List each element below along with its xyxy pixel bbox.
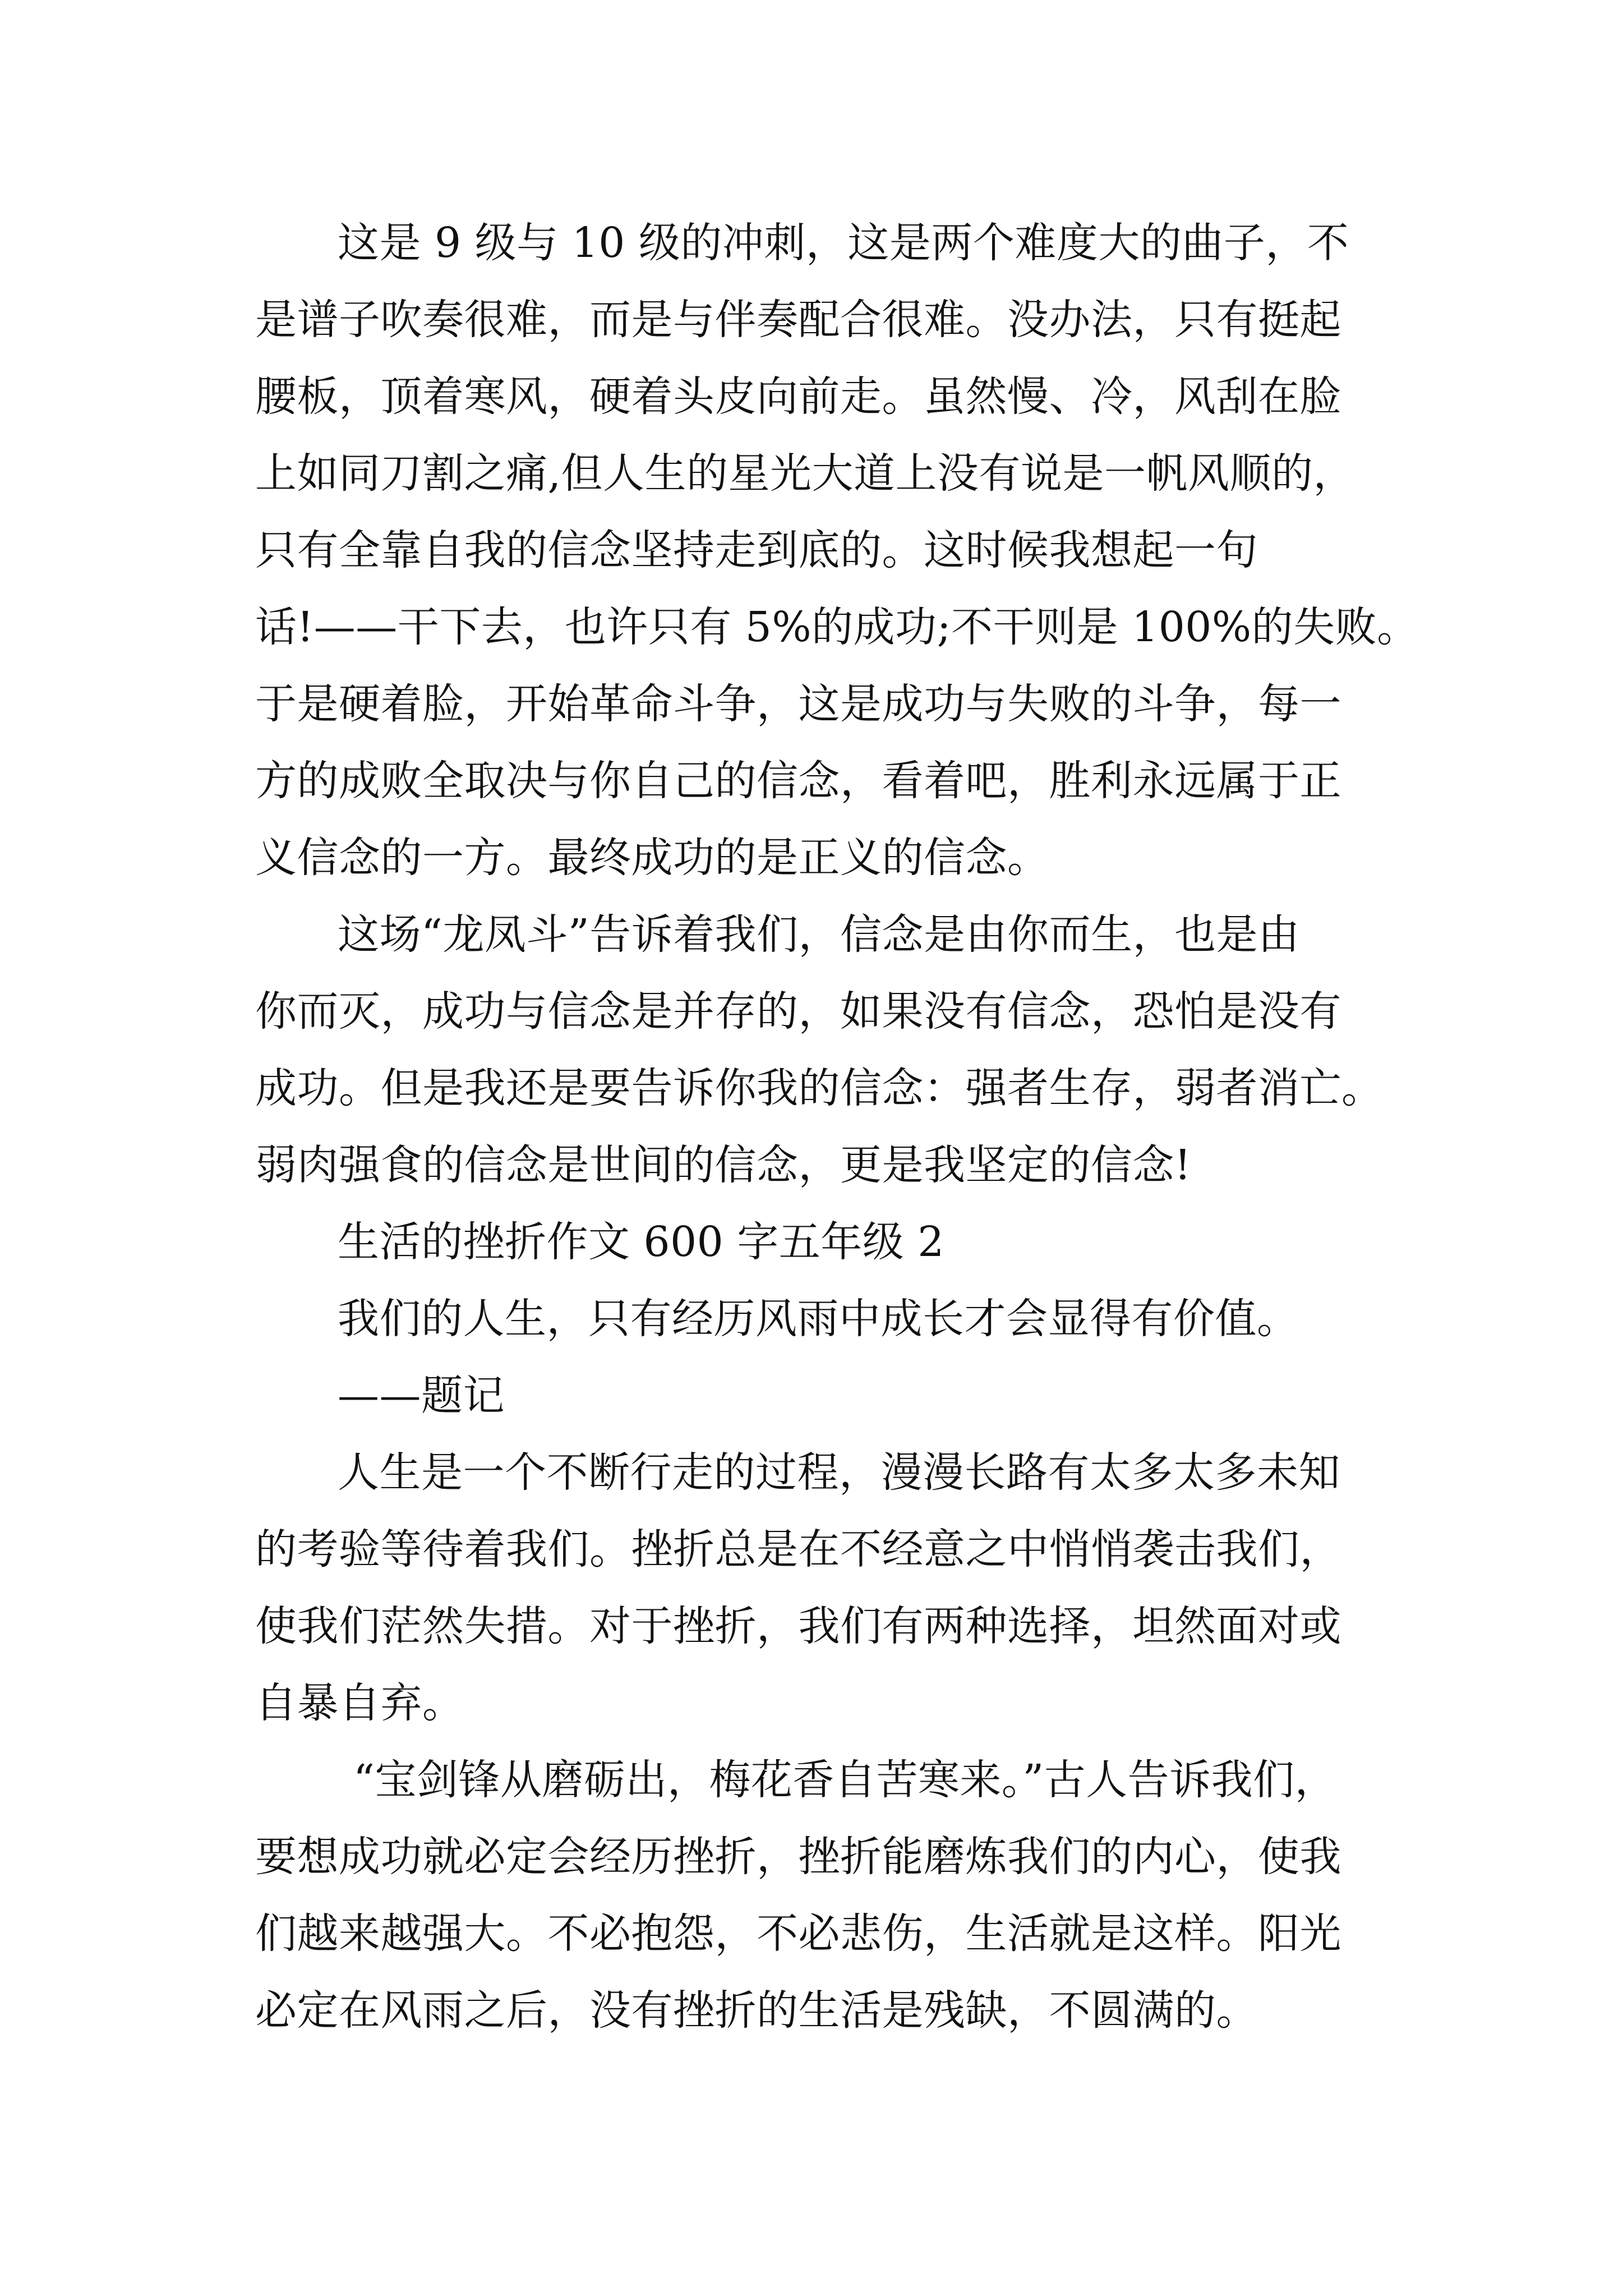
paragraph-line: 你而灭，成功与信念是并存的，如果没有信念，恐怕是没有	[255, 987, 1341, 1036]
essay-title: 生活的挫折作文 600 字五年级 2	[338, 1218, 944, 1266]
paragraph-line: 们越来越强大。不必抱怨，不必悲伤，生活就是这样。阳光	[255, 1910, 1341, 1958]
paragraph-line: 方的成败全取决与你自己的信念，看着吧，胜利永远属于正	[255, 757, 1341, 805]
paragraph-line: 成功。但是我还是要告诉你我的信念：强者生存，弱者消亡。	[255, 1064, 1384, 1112]
paragraph-line: 话!——干下去，也许只有 5%的成功;不干则是 100%的失败。	[255, 603, 1419, 651]
paragraph-line: 自暴自弃。	[255, 1679, 464, 1727]
paragraph-line: 这场“龙凤斗”告诉着我们，信念是由你而生，也是由	[338, 910, 1300, 959]
paragraph-line: 人生是一个不断行走的过程，漫漫长路有太多太多未知	[338, 1448, 1340, 1497]
paragraph-line: 腰板，顶着寒风，硬着头皮向前走。虽然慢、冷，风刮在脸	[255, 372, 1341, 421]
paragraph-line: 使我们茫然失措。对于挫折，我们有两种选择，坦然面对或	[255, 1602, 1341, 1650]
paragraph-line: 的考验等待着我们。挫折总是在不经意之中悄悄袭击我们，	[255, 1525, 1341, 1573]
paragraph-line: 只有全靠自我的信念坚持走到底的。这时候我想起一句	[255, 526, 1258, 574]
paragraph-line: 弱肉强食的信念是世间的信念，更是我坚定的信念!	[255, 1141, 1192, 1189]
paragraph-line: “宝剑锋从磨砺出，梅花香自苦寒来。”古人告诉我们，	[353, 1756, 1337, 1804]
paragraph-line: 必定在风雨之后，没有挫折的生活是残缺，不圆满的。	[255, 1986, 1258, 2035]
paragraph-line: 要想成功就必定会经历挫折，挫折能磨炼我们的内心，使我	[255, 1833, 1341, 1881]
paragraph-line: 这是 9 级与 10 级的冲刺，这是两个难度大的曲子，不	[338, 219, 1349, 267]
paragraph-line: 于是硬着脸，开始革命斗争，这是成功与失败的斗争，每一	[255, 680, 1341, 728]
paragraph-line: 是谱子吹奏很难，而是与伴奏配合很难。没办法，只有挺起	[255, 296, 1341, 344]
epigraph-attribution: ——题记	[338, 1372, 505, 1420]
epigraph: 我们的人生，只有经历风雨中成长才会显得有价值。	[338, 1295, 1299, 1343]
paragraph-line: 义信念的一方。最终成功的是正义的信念。	[255, 834, 1049, 882]
paragraph-line: 上如同刀割之痛,但人生的星光大道上没有说是一帆风顺的，	[255, 449, 1355, 498]
